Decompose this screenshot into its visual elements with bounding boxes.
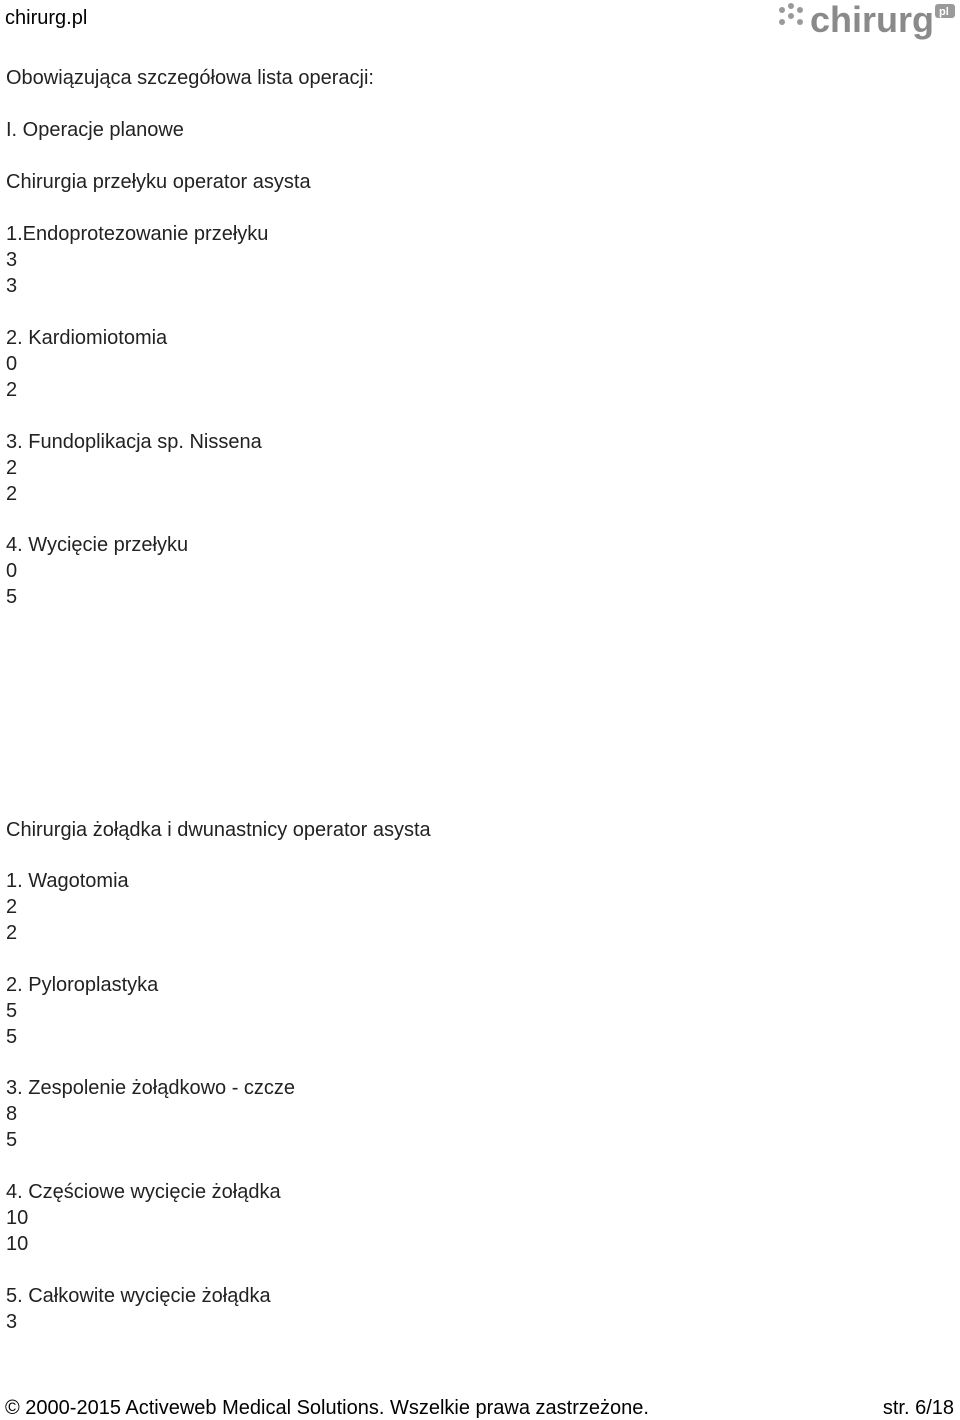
- procedure-name: 4. Wycięcie przełyku: [6, 534, 189, 556]
- logo-suffix: pl: [939, 6, 949, 18]
- procedure-name: 1. Wagotomia: [6, 870, 129, 892]
- chirurg-logo: [777, 0, 957, 42]
- operator-count: 2: [6, 457, 18, 479]
- logo-dots-icon: [779, 3, 803, 25]
- site-name: chirurg.pl: [5, 7, 88, 29]
- assist-count: 2: [6, 922, 18, 944]
- procedure-name: 1.Endoprotezowanie przełyku: [6, 223, 269, 245]
- procedure-name: 2. Kardiomiotomia: [6, 327, 168, 349]
- list-title: Obowiązująca szczegółowa lista operacji:: [6, 67, 374, 89]
- assist-count: 5: [6, 1129, 18, 1151]
- operator-count: 8: [6, 1103, 18, 1125]
- assist-count: 10: [6, 1233, 29, 1255]
- assist-count: 2: [6, 483, 18, 505]
- operator-count: 0: [6, 560, 18, 582]
- footer-copyright: © 2000-2015 Activeweb Medical Solutions. Wszelkie prawa zastrzeżone.: [5, 1397, 649, 1419]
- subsection-heading: Chirurgia żołądka i dwunastnicy operator asysta: [6, 819, 431, 841]
- operator-count: 3: [6, 249, 18, 271]
- assist-count: 2: [6, 379, 18, 401]
- section-heading: I. Operacje planowe: [6, 119, 184, 141]
- subsection-heading: Chirurgia przełyku operator asysta: [6, 171, 311, 193]
- procedure-name: 3. Fundoplikacja sp. Nissena: [6, 431, 262, 453]
- procedure-name: 2. Pyloroplastyka: [6, 974, 159, 996]
- assist-count: 3: [6, 275, 18, 297]
- operator-count: 5: [6, 1000, 18, 1022]
- procedure-name: 3. Zespolenie żołądkowo - czcze: [6, 1077, 296, 1099]
- assist-count: 5: [6, 586, 18, 608]
- page-number: str. 6/18: [882, 1397, 954, 1419]
- operator-count: 10: [6, 1207, 29, 1229]
- operator-count: 2: [6, 896, 18, 918]
- procedure-name: 4. Częściowe wycięcie żołądka: [6, 1181, 281, 1203]
- logo-text: chirurg: [810, 0, 935, 40]
- operator-count: 0: [6, 353, 18, 375]
- procedure-name: 5. Całkowite wycięcie żołądka: [6, 1285, 271, 1307]
- assist-count: 5: [6, 1026, 18, 1048]
- operator-count: 3: [6, 1311, 18, 1333]
